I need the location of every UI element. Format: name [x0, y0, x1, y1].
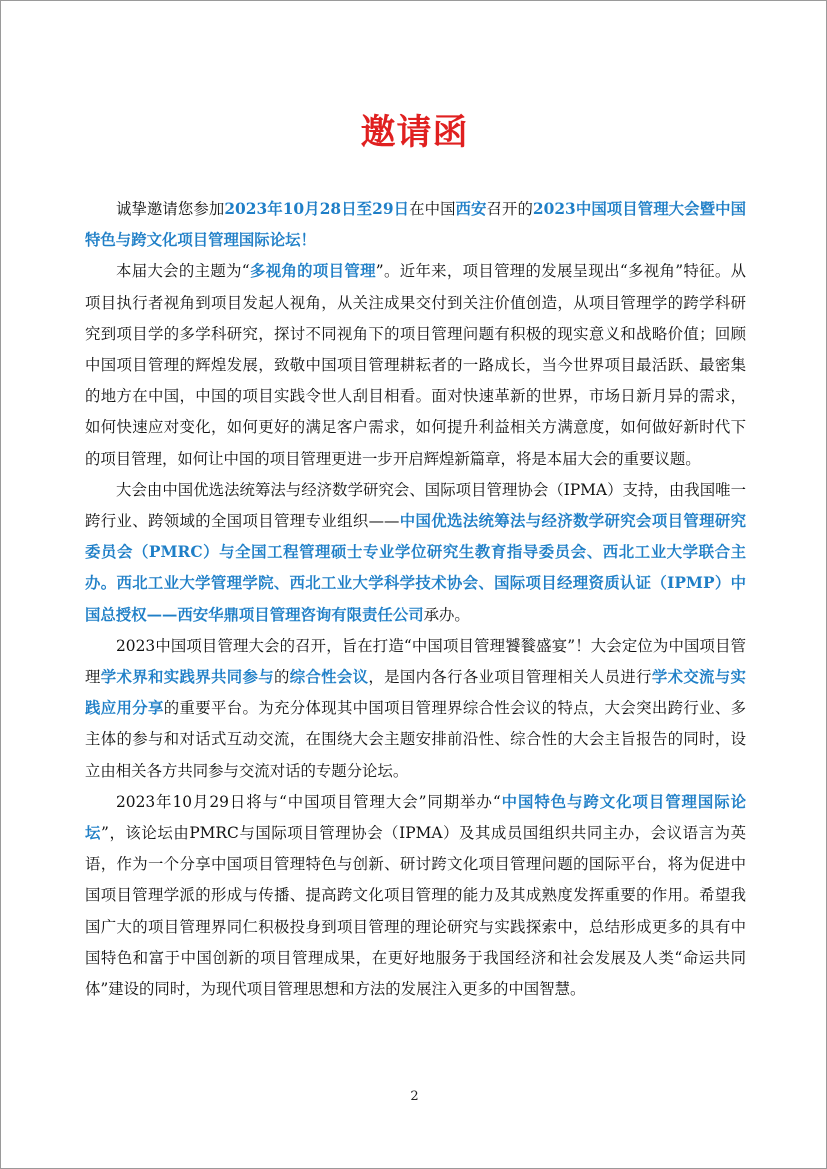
paragraph-organizers — [85, 475, 746, 631]
body-text: 本届大会的主题为“ — [116, 262, 250, 281]
paragraph-intro — [85, 194, 746, 256]
body-text: ”。近年来，项目管理的发展呈现出“多视角”特征。从项目执行者视角到项目发起人视角，从关注成果交付到关注价值创造，从项目管理学的跨学科研究到项目学的多学科研究，探讨不同视角下的项目管理问题有积极的现实意义和战略价值；回顾中国项目管理的辉煌发展，致敬中国项目管理耕耘者的一路成长，当今世界项目最活跃、最密集的地方在中国，中国的项目实践令世人刮目相看。面对快速革新的世界，市场日新月异的需求，如何快速应对变化，如何更好的满足客户需求，如何提升利益相关方满意度，如何做好新时代下的项目管理，如何让中国的项目管理更进一步开启辉煌新篇章，将是本届大会的重要议题。 — [85, 262, 746, 468]
paragraph-forum — [85, 787, 746, 1005]
highlighted-text: 学术界和实践界共同参与 — [100, 668, 274, 687]
invitation-title: 邀请函 — [360, 113, 469, 153]
highlighted-text: 学术交流与实践应用分享 — [85, 668, 746, 718]
highlighted-text: 多视角的项目管理 — [249, 262, 376, 281]
highlighted-text: 中国特色与跨文化项目管理国际论坛 — [85, 792, 746, 843]
body-text: 大会由中国优选法统筹法与经济数学研究会、国际项目管理协会（IPMA）支持，由我国唯一跨行业、跨领域的全国项目管理专业组织—— — [85, 480, 746, 531]
body-text: 诚挚邀请您参加 — [116, 200, 225, 218]
highlighted-text: 中国优选法统筹法与经济数学研究会项目管理研究委员会（PMRC）与全国工程管理硕士专业学位研究生教育指导委员会、西北工业大学联合主办。西北工业大学管理学院、西北工业大学科学技术协会、国际项目经理资质认证（IPMP）中国总授权——西安华鼎项目管理咨询有限责任公司 — [85, 512, 746, 624]
body-text: 2023中国项目管理大会的召开，旨在打造“中国项目管理饕餮盛宴”！大会定位为中国项目管理 — [85, 636, 746, 687]
highlighted-text: 2023中国项目管理大会暨中国特色与跨文化项目管理国际论坛！ — [85, 200, 746, 250]
body-text: 的重要平台。为充分体现其中国项目管理界综合性会议的特点，大会突出跨行业、多主体的参与和对话式互动交流，在围绕大会主题安排前沿性、综合性的大会主旨报告的同时，设立由相关各方共同参与交流对话的专题分论坛。 — [85, 699, 746, 780]
body-text: 2023年10月29日将与“中国项目管理大会”同期举办“ — [116, 792, 501, 811]
paragraph-positioning — [85, 631, 746, 787]
highlighted-text: 2023年10月28日至29日 — [224, 200, 410, 218]
page-number: 2 — [410, 1089, 419, 1104]
body-text: 在中国 — [409, 200, 456, 218]
body-text: 承办。 — [423, 605, 470, 624]
body-text: ”，该论坛由PMRC与国际项目管理协会（IPMA）及其成员国组织共同主办，会议语言为英语，作为一个分享中国项目管理特色与创新、研讨跨文化项目管理问题的国际平台，将为促进中国项目管理学派的形成与传播、提高跨文化项目管理的能力及其成熟度发挥重要的作用。希望我国广大的项目管理界同仁积极投身到项目管理的理论研究与实践探索中，总结形成更多的具有中国特色和富于中国创新的项目管理成果，在更好地服务于我国经济和社会发展及人类“命运共同体”建设的同时，为现代项目管理思想和方法的发展注入更多的中国智慧。 — [85, 824, 746, 999]
letter-body — [85, 194, 746, 1005]
paragraph-theme — [85, 256, 746, 474]
body-text: 召开的 — [486, 200, 533, 218]
body-text: ，是国内各行各业项目管理相关人员进行 — [368, 668, 652, 687]
highlighted-text: 综合性会议 — [289, 668, 369, 687]
highlighted-text: 西安 — [455, 200, 487, 218]
body-text: 的 — [273, 668, 290, 687]
